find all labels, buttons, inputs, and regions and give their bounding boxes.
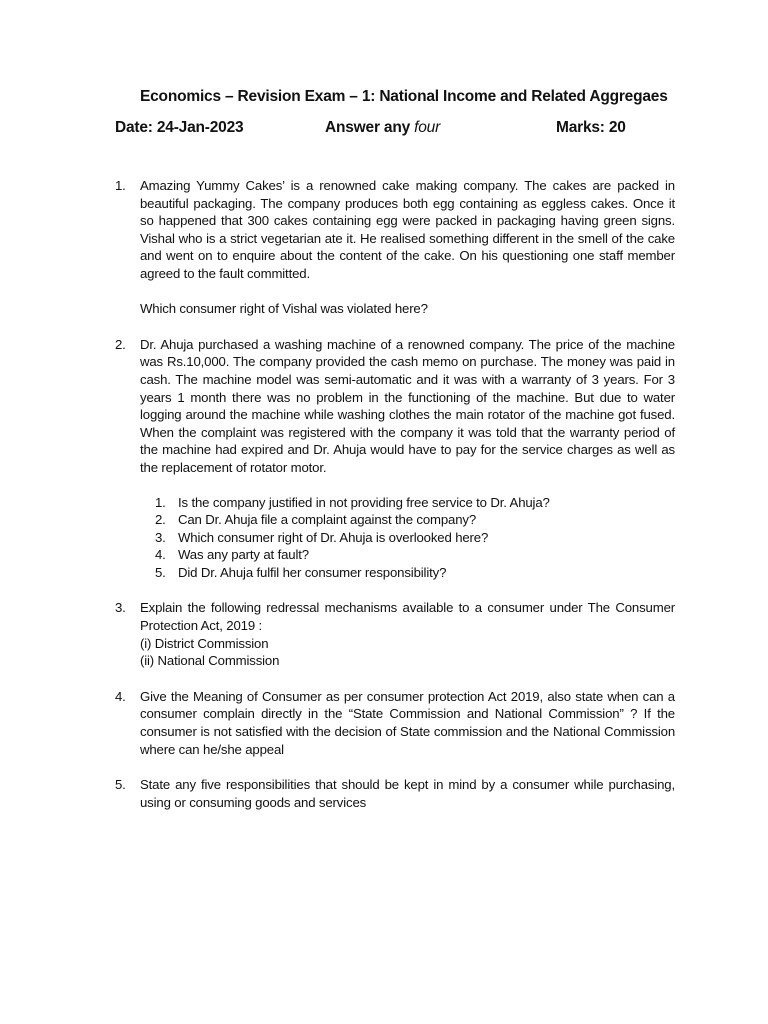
- question-number: 3.: [115, 600, 126, 616]
- sub-question-text: Is the company justified in not providing free service to Dr. Ahuja?: [178, 494, 550, 510]
- question-option: (ii) National Commission: [140, 653, 280, 669]
- question-option: (i) District Commission: [140, 635, 269, 651]
- question-text: Dr. Ahuja purchased a washing machine of a renowned company. The price of the machine was Rs.10,000. The company provided the cash memo on purchase. The money was paid in cash. The machine model was semi-automatic and it was with a warranty of 3 years. For 3 years 1 month there was no problem in the functioning of the machine. But due to water logging around the machine while washing clothes the main rotator of the machine got fused. When the complaint was registered with the company it was told that the warranty period of the machine had expired and Dr. Ahuja would have to pay for the service charges as well as the replacement of rotator motor.: [140, 336, 675, 475]
- question-number: 1.: [115, 178, 126, 193]
- exam-title: Economics – Revision Exam – 1: National Income and Related Aggregaes: [140, 88, 668, 105]
- sub-question-text: Did Dr. Ahuja fulfil her consumer responsibility?: [178, 564, 447, 580]
- sub-question-text: Was any party at fault?: [178, 547, 309, 563]
- question-number: 5.: [115, 777, 126, 793]
- sub-question: [155, 546, 675, 564]
- sub-question-number: 1.: [155, 494, 166, 510]
- exam-marks: Marks: 20: [556, 119, 626, 136]
- question-text: State any five responsibilities that should be kept in mind by a consumer while purchasing, using or consuming goods and services: [140, 777, 675, 810]
- sub-question: [155, 494, 675, 512]
- answer-count: four: [414, 119, 441, 136]
- sub-question: [155, 564, 675, 582]
- question-5: [115, 776, 675, 811]
- sub-question-list: [155, 494, 675, 582]
- answer-instruction: [325, 119, 440, 137]
- question-number: 4.: [115, 688, 126, 704]
- sub-question-number: 5.: [155, 564, 166, 580]
- question-2: [115, 336, 675, 582]
- question-text: Give the Meaning of Consumer as per consumer protection Act 2019, also state when can a consumer complain directly in the “State Commission and National Commission” ? If the consumer is not satisfied with the decision of State commission and the National Commission where can he/she appeal: [140, 688, 675, 757]
- sub-question: [155, 529, 675, 547]
- answer-prefix: Answer any: [325, 119, 411, 136]
- sub-question-text: Which consumer right of Dr. Ahuja is overlooked here?: [178, 529, 489, 545]
- sub-question-number: 4.: [155, 547, 166, 563]
- question-1: [115, 177, 675, 318]
- sub-question-text: Can Dr. Ahuja file a complaint against the company?: [178, 512, 477, 528]
- question-text: Amazing Yummy Cakes’ is a renowned cake making company. The cakes are packed in beautiful packaging. The company produces both egg containing as eggless cakes. Once it so happened that 300 cakes containing egg were packed in packaging having green signs. Vishal who is a strict vegetarian ate it. He realised something different in the smell of the cake and went on to enquire about the content of the cake. On his questioning one staff member agreed to the fault committed.: [140, 178, 675, 281]
- question-4: [115, 688, 675, 758]
- sub-question-number: 2.: [155, 512, 166, 528]
- question-list: [115, 177, 675, 829]
- question-3: [115, 599, 675, 669]
- question-followup: Which consumer right of Vishal was violated here?: [140, 301, 428, 317]
- sub-question-number: 3.: [155, 529, 166, 545]
- question-number: 2.: [115, 336, 126, 352]
- sub-question: [155, 511, 675, 529]
- question-text: Explain the following redressal mechanisms available to a consumer under The Consumer Protection Act, 2019 :: [140, 600, 675, 634]
- exam-date: Date: 24-Jan-2023: [115, 119, 244, 136]
